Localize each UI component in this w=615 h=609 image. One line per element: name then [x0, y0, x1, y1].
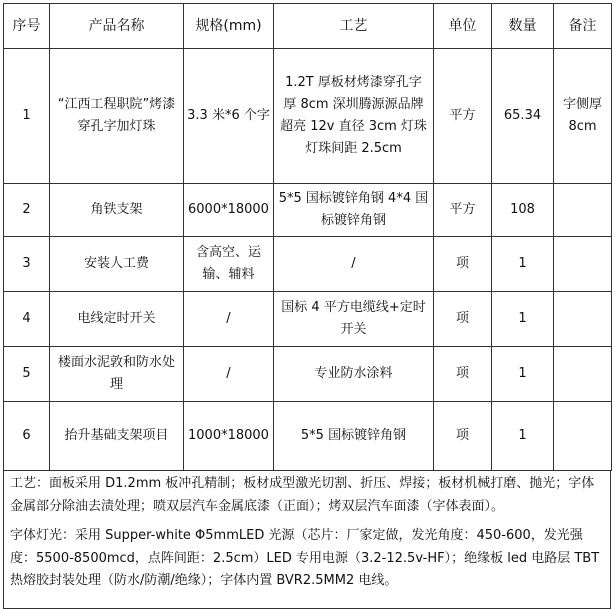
table-row: [4, 292, 612, 347]
cell-qty: 1: [492, 402, 554, 471]
quotation-sheet: [3, 3, 611, 599]
cell-remark: [554, 347, 612, 402]
cell-qty: 1: [492, 292, 554, 347]
cell-no: 3: [4, 237, 50, 292]
cell-name: 抬升基础支架项目: [50, 402, 184, 471]
header-row: [4, 4, 612, 49]
cell-spec: /: [184, 292, 274, 347]
table-row: [4, 402, 612, 471]
header-cell-unit: 单位: [434, 4, 492, 49]
cell-remark: [554, 402, 612, 471]
cell-spec: /: [184, 347, 274, 402]
cell-spec: 3.3 米*6 个字: [184, 49, 274, 184]
quotation-table: [3, 3, 612, 471]
cell-process: 5*5 国标镀锌角钢: [274, 402, 434, 471]
cell-name: “江西工程职院”烤漆穿孔字加灯珠: [50, 49, 184, 184]
cell-unit: 项: [434, 347, 492, 402]
cell-remark: [554, 184, 612, 237]
cell-no: 2: [4, 184, 50, 237]
table-row: [4, 49, 612, 184]
header-cell-spec: 规格(mm): [184, 4, 274, 49]
cell-unit: 平方: [434, 49, 492, 184]
cell-unit: 项: [434, 292, 492, 347]
cell-no: 4: [4, 292, 50, 347]
header-cell-remark: 备注: [554, 4, 612, 49]
cell-process: 专业防水涂料: [274, 347, 434, 402]
cell-no: 5: [4, 347, 50, 402]
cell-qty: 65.34: [492, 49, 554, 184]
lighting-note: 字体灯光：采用 Supper-white Φ5mmLED 光源（芯片：厂家定做，发光角度：450-600，发光强度：5500-8500mcd，点阵间距：2.5cm）LED 专用电源（3.2-12.5v-HF）；绝缘板 led 电路层 TBT 热熔胶封装处理（防水/防潮/绝缘）；字体内置 BVR2.5MM2 电线。: [10, 528, 600, 588]
cell-no: 6: [4, 402, 50, 471]
cell-spec: 1000*18000: [184, 402, 274, 471]
cell-name: 电线定时开关: [50, 292, 184, 347]
cell-remark: [554, 292, 612, 347]
table-row: [4, 184, 612, 237]
cell-process: 5*5 国标镀锌角钢 4*4 国标镀锌角钢: [274, 184, 434, 237]
table-row: [4, 237, 612, 292]
craft-note: 工艺：面板采用 D1.2mm 板冲孔精制；板材成型激光切割、折压、焊接；板材机械打磨、抛光；字体金属部分除油去渍处理；喷双层汽车金属底漆（正面）；烤双层汽车面漆（字体表面）。: [10, 476, 595, 514]
header-cell-no: 序号: [4, 4, 50, 49]
header-cell-qty: 数量: [492, 4, 554, 49]
cell-unit: 项: [434, 402, 492, 471]
cell-name: 角铁支架: [50, 184, 184, 237]
cell-process: 1.2T 厚板材烤漆穿孔字 厚 8cm 深圳腾源源品牌超亮 12v 直径 3cm 灯珠 灯珠间距 2.5cm: [274, 49, 434, 184]
cell-qty: 108: [492, 184, 554, 237]
notes-section: [3, 471, 611, 609]
cell-name: 楼面水泥敦和防水处理: [50, 347, 184, 402]
table-row: [4, 347, 612, 402]
cell-unit: 平方: [434, 184, 492, 237]
cell-remark: [554, 237, 612, 292]
header-cell-name: 产品名称: [50, 4, 184, 49]
cell-no: 1: [4, 49, 50, 184]
cell-qty: 1: [492, 237, 554, 292]
cell-spec: 含高空、运输、辅料: [184, 237, 274, 292]
cell-name: 安装人工费: [50, 237, 184, 292]
cell-spec: 6000*18000: [184, 184, 274, 237]
cell-process: /: [274, 237, 434, 292]
cell-unit: 项: [434, 237, 492, 292]
cell-process: 国标 4 平方电缆线+定时开关: [274, 292, 434, 347]
cell-qty: 1: [492, 347, 554, 402]
header-cell-process: 工艺: [274, 4, 434, 49]
cell-remark: 字侧厚 8cm: [554, 49, 612, 184]
